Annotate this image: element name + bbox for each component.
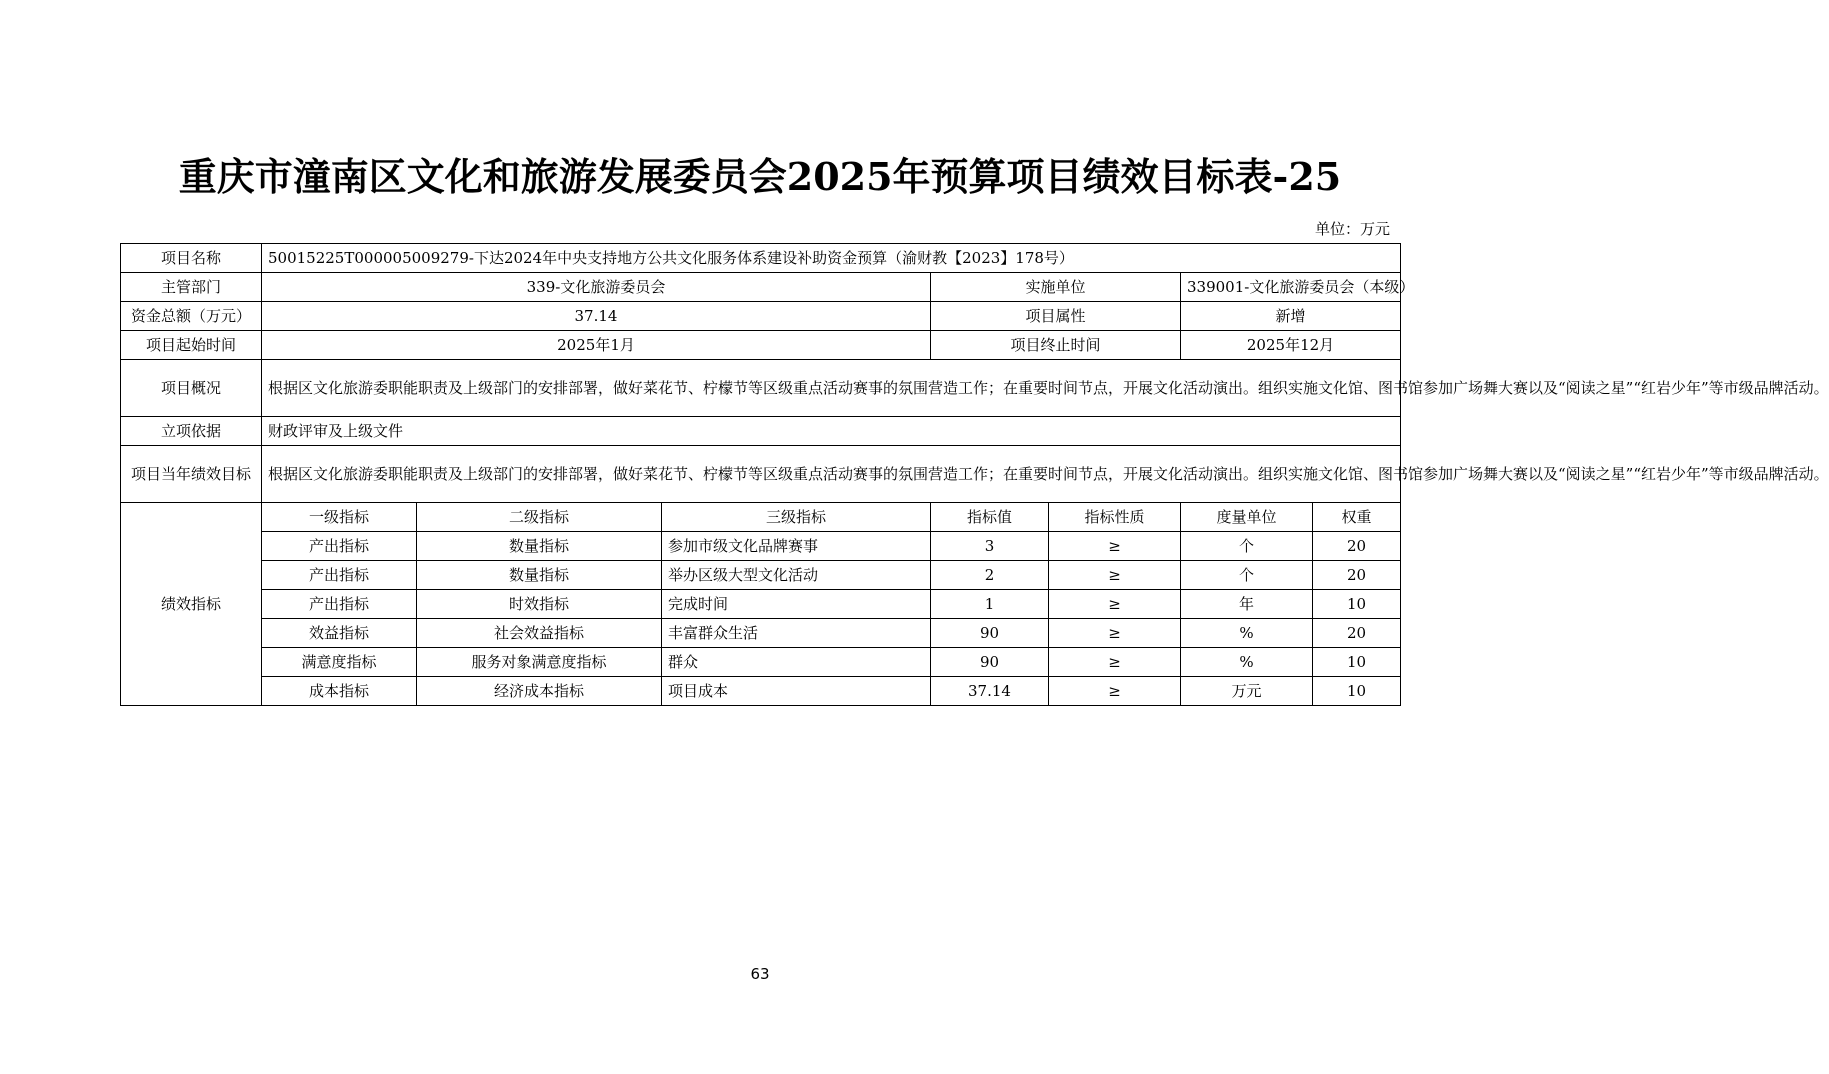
page-number: 63 — [750, 965, 770, 983]
level2-cell: 社会效益指标 — [417, 619, 662, 648]
level1-cell: 产出指标 — [262, 532, 417, 561]
indicator-row — [121, 648, 1401, 677]
unit-cell: 个 — [1181, 561, 1313, 590]
level2-cell: 服务对象满意度指标 — [417, 648, 662, 677]
level2-cell: 时效指标 — [417, 590, 662, 619]
fund-label: 资金总额（万元） — [121, 302, 262, 331]
value-cell: 90 — [931, 619, 1049, 648]
indicator-row — [121, 619, 1401, 648]
dept-label: 主管部门 — [121, 273, 262, 302]
unit-cell: % — [1181, 619, 1313, 648]
nature-cell: ≥ — [1049, 648, 1181, 677]
level3-cell: 项目成本 — [662, 677, 931, 706]
level3-cell: 群众 — [662, 648, 931, 677]
nature-cell: ≥ — [1049, 532, 1181, 561]
header-level2: 二级指标 — [417, 503, 662, 532]
project-name-value: 50015225T000005009279-下达2024年中央支持地方公共文化服务体系建设补助资金预算（渝财教【2023】178号） — [262, 244, 1401, 273]
level3-cell: 完成时间 — [662, 590, 931, 619]
attr-value: 新增 — [1181, 302, 1401, 331]
end-label: 项目终止时间 — [931, 331, 1181, 360]
weight-cell: 20 — [1313, 561, 1401, 590]
header-value: 指标值 — [931, 503, 1049, 532]
weight-cell: 10 — [1313, 677, 1401, 706]
level1-cell: 效益指标 — [262, 619, 417, 648]
impl-value: 339001-文化旅游委员会（本级） — [1181, 273, 1401, 302]
overview-label: 项目概况 — [121, 360, 262, 417]
indicator-header-row — [121, 503, 1401, 532]
table-row — [121, 360, 1401, 417]
header-level1: 一级指标 — [262, 503, 417, 532]
impl-label: 实施单位 — [931, 273, 1181, 302]
unit-cell: 万元 — [1181, 677, 1313, 706]
value-cell: 3 — [931, 532, 1049, 561]
weight-cell: 20 — [1313, 619, 1401, 648]
unit-cell: 个 — [1181, 532, 1313, 561]
value-cell: 2 — [931, 561, 1049, 590]
fund-value: 37.14 — [262, 302, 931, 331]
value-cell: 1 — [931, 590, 1049, 619]
goal-value: 根据区文化旅游委职能职责及上级部门的安排部署，做好菜花节、柠檬节等区级重点活动赛事的氛围营造工作；在重要时间节点，开展文化活动演出。组织实施文化馆、图书馆参加广场舞大赛以及“阅读之星”“红岩少年”等市级品牌活动。 — [262, 446, 1401, 503]
unit-cell: 年 — [1181, 590, 1313, 619]
level3-cell: 参加市级文化品牌赛事 — [662, 532, 931, 561]
start-label: 项目起始时间 — [121, 331, 262, 360]
page-title: 重庆市潼南区文化和旅游发展委员会2025年预算项目绩效目标表-25 — [178, 154, 1342, 199]
level1-cell: 产出指标 — [262, 590, 417, 619]
indicator-row — [121, 561, 1401, 590]
level2-cell: 数量指标 — [417, 532, 662, 561]
table-row — [121, 302, 1401, 331]
start-value: 2025年1月 — [262, 331, 931, 360]
value-cell: 90 — [931, 648, 1049, 677]
unit-cell: % — [1181, 648, 1313, 677]
header-unit: 度量单位 — [1181, 503, 1313, 532]
nature-cell: ≥ — [1049, 677, 1181, 706]
nature-cell: ≥ — [1049, 590, 1181, 619]
nature-cell: ≥ — [1049, 561, 1181, 590]
table-row — [121, 446, 1401, 503]
weight-cell: 10 — [1313, 648, 1401, 677]
indicator-row — [121, 677, 1401, 706]
weight-cell: 20 — [1313, 532, 1401, 561]
overview-value: 根据区文化旅游委职能职责及上级部门的安排部署，做好菜花节、柠檬节等区级重点活动赛事的氛围营造工作；在重要时间节点，开展文化活动演出。组织实施文化馆、图书馆参加广场舞大赛以及“阅读之星”“红岩少年”等市级品牌活动。 — [262, 360, 1401, 417]
level3-cell: 举办区级大型文化活动 — [662, 561, 931, 590]
level3-cell: 丰富群众生活 — [662, 619, 931, 648]
level1-cell: 满意度指标 — [262, 648, 417, 677]
unit-label: 单位：万元 — [1314, 220, 1390, 238]
basis-label: 立项依据 — [121, 417, 262, 446]
weight-cell: 10 — [1313, 590, 1401, 619]
nature-cell: ≥ — [1049, 619, 1181, 648]
attr-label: 项目属性 — [931, 302, 1181, 331]
level1-cell: 成本指标 — [262, 677, 417, 706]
level2-cell: 经济成本指标 — [417, 677, 662, 706]
header-nature: 指标性质 — [1049, 503, 1181, 532]
end-value: 2025年12月 — [1181, 331, 1401, 360]
project-name-label: 项目名称 — [121, 244, 262, 273]
indicator-row — [121, 532, 1401, 561]
goal-label: 项目当年绩效目标 — [121, 446, 262, 503]
table-row — [121, 244, 1401, 273]
header-weight: 权重 — [1313, 503, 1401, 532]
table-row — [121, 331, 1401, 360]
indicators-section-label: 绩效指标 — [121, 503, 262, 706]
level2-cell: 数量指标 — [417, 561, 662, 590]
dept-value: 339-文化旅游委员会 — [262, 273, 931, 302]
performance-table — [120, 243, 1829, 706]
value-cell: 37.14 — [931, 677, 1049, 706]
table-row — [121, 417, 1401, 446]
level1-cell: 产出指标 — [262, 561, 417, 590]
table-row — [121, 273, 1401, 302]
basis-value: 财政评审及上级文件 — [262, 417, 1401, 446]
header-level3: 三级指标 — [662, 503, 931, 532]
indicator-row — [121, 590, 1401, 619]
